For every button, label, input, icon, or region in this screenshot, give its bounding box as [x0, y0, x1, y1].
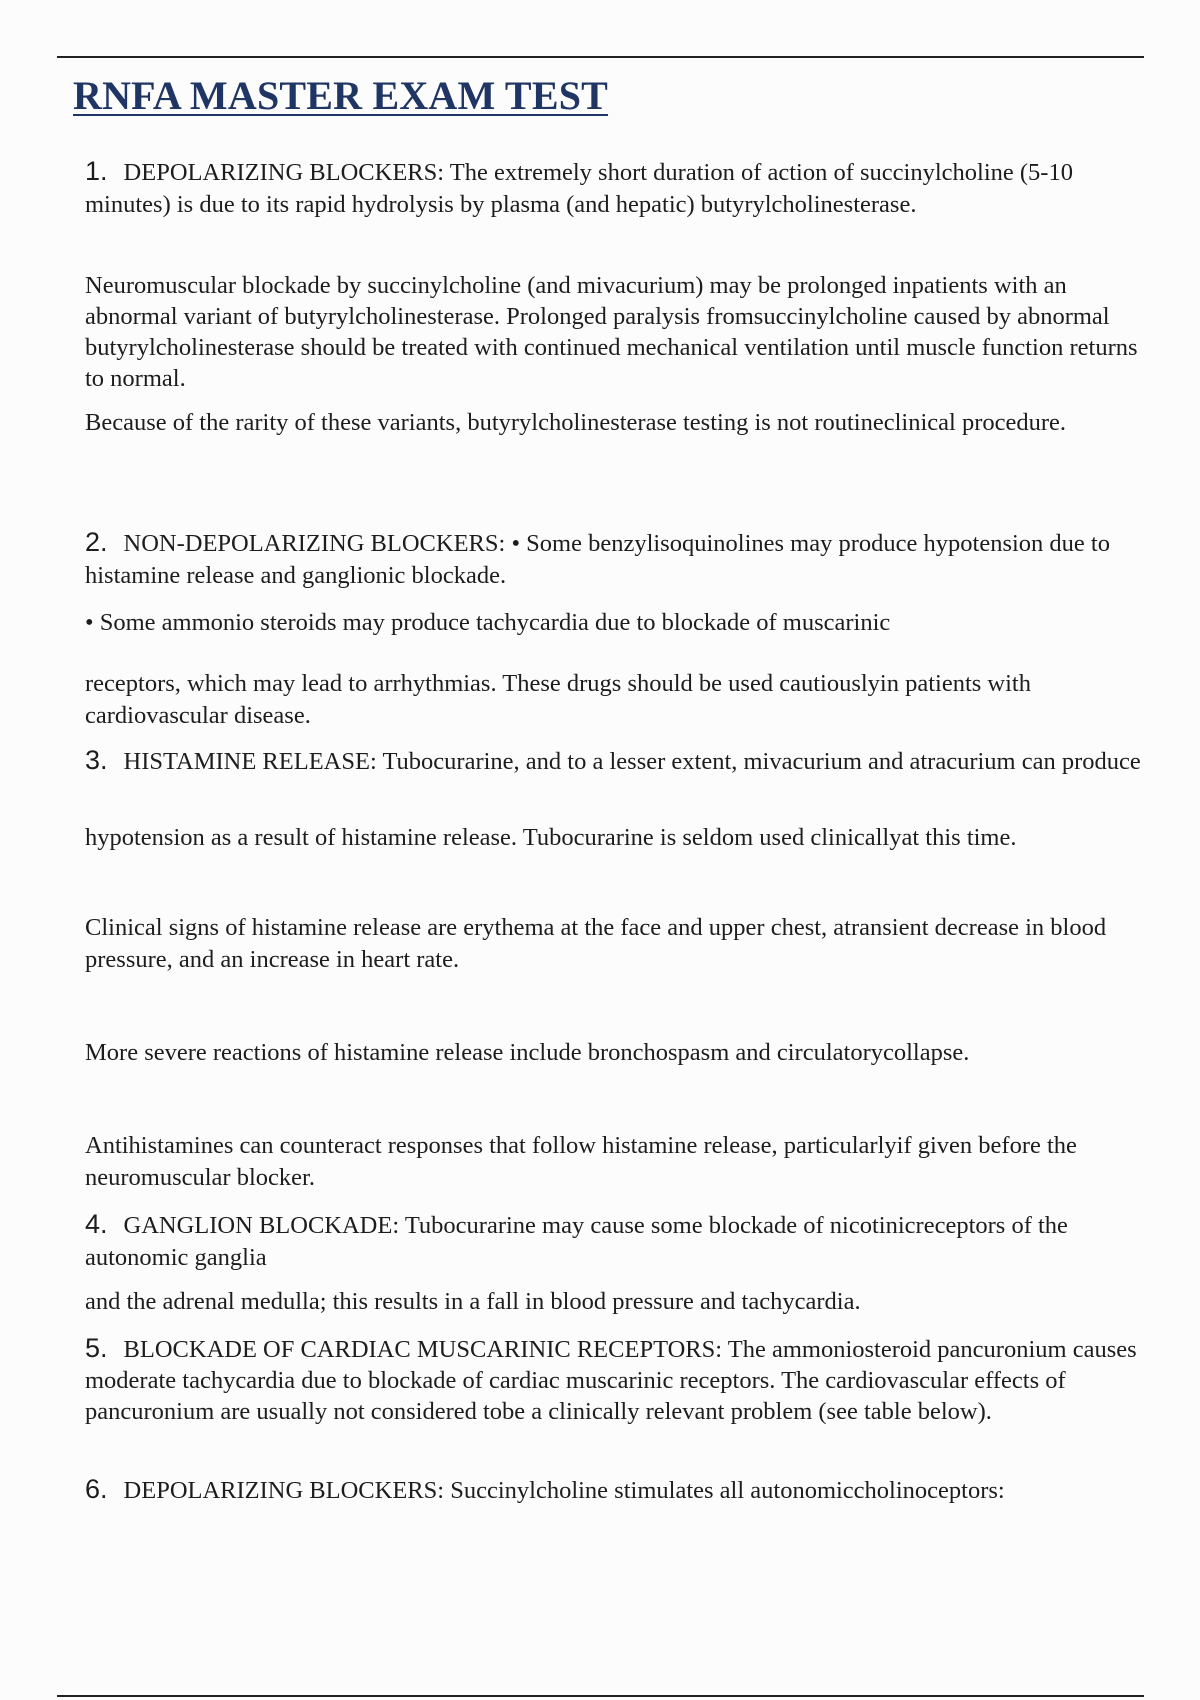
- document-title: RNFA MASTER EXAM TEST: [73, 73, 609, 118]
- paragraph: More severe reactions of histamine release include bronchospasm and circulatorycollapse.: [85, 1039, 970, 1066]
- bottom-rule: [57, 1695, 1144, 1697]
- item-number: 5.: [85, 1333, 108, 1363]
- item-text: GANGLION BLOCKADE: Tubocurarine may cause some blockade of nicotinicreceptors of the autonomic ganglia: [85, 1212, 1068, 1271]
- item-text: DEPOLARIZING BLOCKERS: The extremely short duration of action of succinylcholine (5-10 minutes) is due to its rapid hydrolysis by plasma (and hepatic) butyrylcholinesterase.: [85, 159, 1073, 218]
- item-text: HISTAMINE RELEASE: Tubocurarine, and to a lesser extent, mivacurium and atracurium can produce: [123, 748, 1141, 775]
- paragraph: Because of the rarity of these variants, butyrylcholinesterase testing is not routineclinical procedure.: [85, 409, 1067, 436]
- item-1: [85, 155, 1160, 221]
- item-6: [85, 1473, 1160, 1507]
- item-number: 2.: [85, 527, 108, 557]
- item-3: [85, 744, 1160, 778]
- item-number: 3.: [85, 745, 108, 775]
- top-rule: [57, 56, 1144, 58]
- paragraph: Clinical signs of histamine release are erythema at the face and upper chest, atransient decrease in blood pressure, and an increase in heart rate.: [85, 914, 1107, 973]
- paragraph: hypotension as a result of histamine release. Tubocurarine is seldom used clinicallyat this time.: [85, 824, 1017, 851]
- item-4: [85, 1208, 1160, 1274]
- bullet-paragraph: • Some ammonio steroids may produce tachycardia due to blockade of muscarinic: [85, 609, 891, 636]
- item-number: 6.: [85, 1474, 108, 1504]
- item-2: [85, 526, 1160, 592]
- paragraph: and the adrenal medulla; this results in a fall in blood pressure and tachycardia.: [85, 1288, 861, 1315]
- item-text: DEPOLARIZING BLOCKERS: Succinylcholine stimulates all autonomiccholinoceptors:: [123, 1477, 1005, 1504]
- item-number: 4.: [85, 1209, 108, 1239]
- paragraph: Antihistamines can counteract responses that follow histamine release, particularlyif given before the neuromuscular blocker.: [85, 1132, 1077, 1191]
- paragraph: receptors, which may lead to arrhythmias. These drugs should be used cautiouslyin patients with cardiovascular disease.: [85, 670, 1031, 729]
- item-text: NON-DEPOLARIZING BLOCKERS: • Some benzylisoquinolines may produce hypotension due to histamine release and ganglionic blockade.: [85, 530, 1110, 589]
- item-text: BLOCKADE OF CARDIAC MUSCARINIC RECEPTORS: The ammoniosteroid pancuronium causes moderate tachycardia due to blockade of cardiac muscarinic receptors. The cardiovascular effects of pancuronium are usually not considered tobe a clinically relevant problem (see table below).: [85, 1336, 1137, 1425]
- item-5: [85, 1333, 1160, 1427]
- paragraph: Neuromuscular blockade by succinylcholine (and mivacurium) may be prolonged inpatients with an abnormal variant of butyrylcholinesterase. Prolonged paralysis fromsuccinylcholine caused by abnormal butyrylcholinesterase should be treated with continued mechanical ventilation until muscle function returns to normal.: [85, 272, 1138, 392]
- item-number: 1.: [85, 156, 108, 186]
